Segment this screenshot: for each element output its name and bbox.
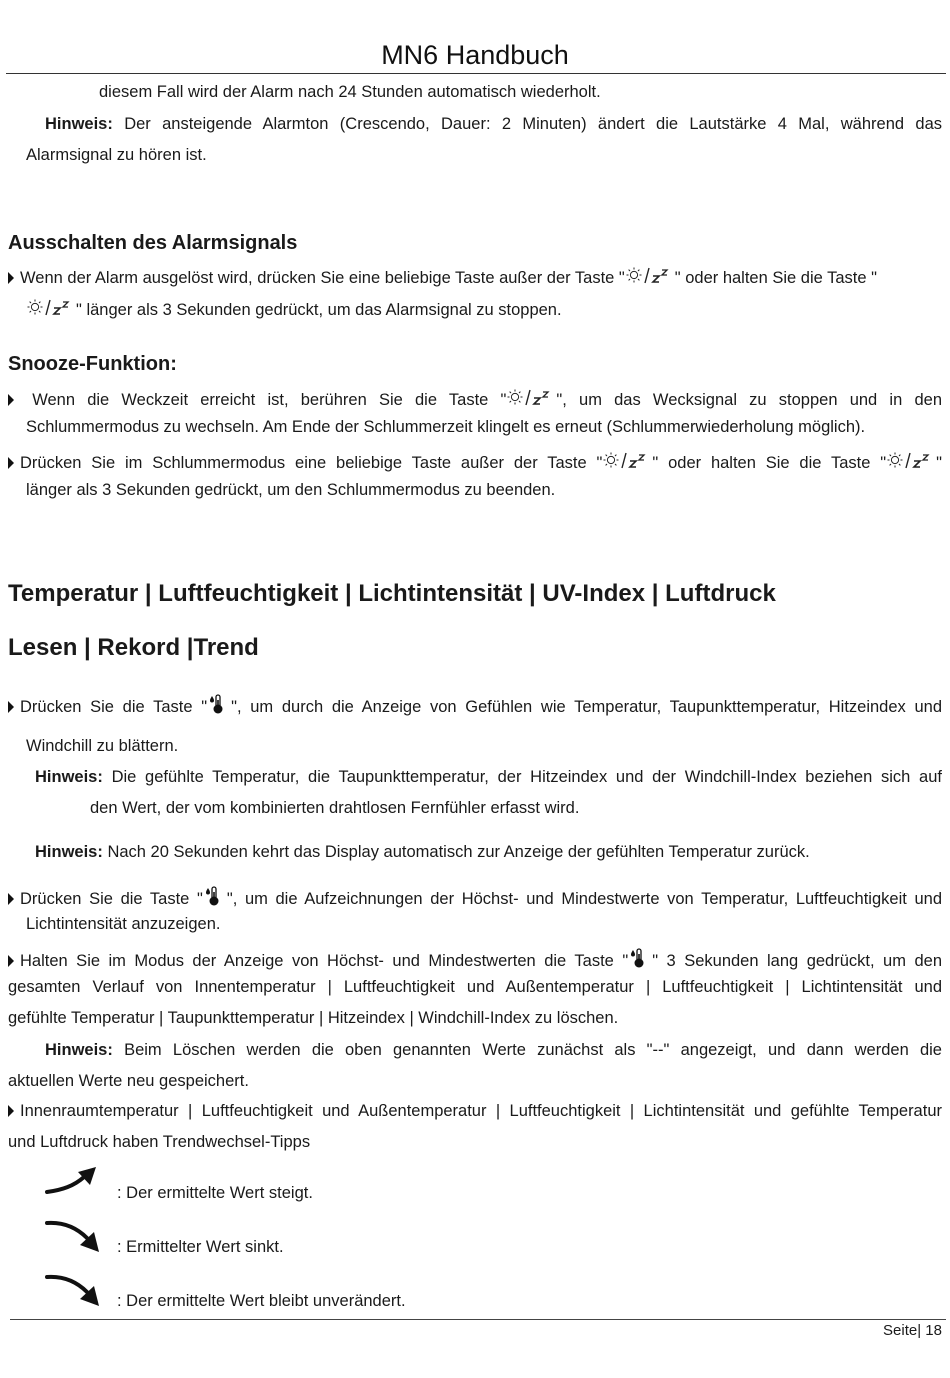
header-divider [6, 73, 946, 74]
section-subheading-read-record-trend: Lesen | Rekord |Trend [8, 634, 259, 661]
light-snooze-button-icon [625, 266, 675, 286]
alarm-off-bullet-line1: Wenn der Alarm ausgelöst wird, drücken Sie eine beliebige Taste außer der Taste " " oder halten Sie die Taste " [8, 266, 877, 288]
trend-up-icon [44, 1166, 100, 1200]
thermometer-button-icon [628, 947, 652, 969]
trend-down-text: : Ermittelter Wert sinkt. [117, 1238, 284, 1256]
intro-note-cont: Alarmsignal zu hören ist. [26, 146, 207, 164]
sensors-bullet2-line2: Lichtintensität anzuzeigen. [26, 915, 221, 933]
bullet-arrow-icon [8, 893, 14, 905]
sensors-bullet3-line1: Halten Sie im Modus der Anzeige von Höchst- und Mindestwerten die Taste " " 3 Sekunden lang gedrückt, um den [8, 947, 942, 971]
page-number: Seite| 18 [883, 1322, 942, 1339]
sensors-bullet3-line3: gefühlte Temperatur | Taupunkttemperatur | Hitzeindex | Windchill-Index zu löschen. [8, 1009, 619, 1027]
light-snooze-button-icon [602, 451, 652, 471]
intro-line: diesem Fall wird der Alarm nach 24 Stunden automatisch wiederholt. [99, 83, 601, 101]
alarm-off-bullet-line2: " länger als 3 Sekunden gedrückt, um das Alarmsignal zu stoppen. [26, 298, 562, 320]
thermometer-button-icon [203, 885, 227, 907]
snooze-bullet1-line1: Wenn die Weckzeit erreicht ist, berühren Sie die Taste " ", um das Wecksignal zu stoppen und in den [8, 388, 942, 410]
bullet-arrow-icon [8, 394, 14, 406]
sensors-note3-line1: Hinweis: Beim Löschen werden die oben genannten Werte zunächst als "--" angezeigt, und dann werden die [45, 1041, 942, 1059]
section-heading-alarm-off: Ausschalten des Alarmsignals [8, 232, 298, 254]
trend-steady-text: : Der ermittelte Wert bleibt unverändert. [117, 1292, 406, 1310]
thermometer-button-icon [207, 693, 231, 715]
sensors-bullet1-line2: Windchill zu blättern. [26, 737, 179, 755]
trend-steady-icon [44, 1273, 102, 1307]
bullet-arrow-icon [8, 1105, 14, 1117]
sensors-bullet4-line2: und Luftdruck haben Trendwechsel-Tipps [8, 1133, 311, 1151]
bullet-arrow-icon [8, 955, 14, 967]
light-snooze-button-icon [886, 451, 936, 471]
snooze-bullet2-line2: länger als 3 Sekunden gedrückt, um den Schlummermodus zu beenden. [26, 481, 556, 499]
intro-note [45, 114, 942, 134]
snooze-bullet1-line2: Schlummermodus zu wechseln. Am Ende der Schlummerzeit klingelt es erneut (Schlummerwiederholung möglich). [26, 418, 866, 436]
note-label: Hinweis: [45, 115, 113, 133]
snooze-bullet2-line1: Drücken Sie im Schlummermodus eine beliebige Taste außer der Taste " " oder halten Sie die Taste " " [8, 451, 942, 473]
sensors-note1-line1: Hinweis: Die gefühlte Temperatur, die Taupunkttemperatur, der Hitzeindex und der Windchill-Index beziehen sich auf [35, 768, 942, 786]
trend-up-text: : Der ermittelte Wert steigt. [117, 1184, 313, 1202]
section-heading-snooze: Snooze-Funktion: [8, 353, 177, 375]
bullet-arrow-icon [8, 457, 14, 469]
note-label: Hinweis: [35, 768, 103, 786]
sensors-note1-line2: den Wert, der vom kombinierten drahtlosen Fernfühler erfasst wird. [90, 799, 580, 817]
note-label: Hinweis: [35, 843, 103, 861]
sensors-bullet4-line1: Innenraumtemperatur | Luftfeuchtigkeit und Außentemperatur | Luftfeuchtigkeit | Lichtintensität und gefühlte Temperatur [8, 1101, 942, 1121]
section-heading-sensors: Temperatur | Luftfeuchtigkeit | Lichtintensität | UV-Index | Luftdruck [8, 580, 776, 607]
bullet-arrow-icon [8, 701, 14, 713]
sensors-bullet1-line1: Drücken Sie die Taste " ", um durch die Anzeige von Gefühlen wie Temperatur, Taupunkttemperatur, Hitzeindex und [8, 693, 942, 717]
light-snooze-button-icon [26, 298, 76, 318]
trend-down-icon [44, 1219, 102, 1253]
note-text: Der ansteigende Alarmton (Crescendo, Dauer: 2 Minuten) ändert die Lautstärke 4 Mal, während das [124, 115, 942, 133]
note-label: Hinweis: [45, 1041, 113, 1059]
footer-divider [10, 1319, 946, 1320]
sensors-bullet3-line2: gesamten Verlauf von Innentemperatur | Luftfeuchtigkeit und Außentemperatur | Luftfeuchtigkeit | Lichtintensität und [8, 978, 942, 996]
sensors-note3-line2: aktuellen Werte neu gespeichert. [8, 1072, 249, 1090]
sensors-note2: Hinweis: Nach 20 Sekunden kehrt das Display automatisch zur Anzeige der gefühlten Temperatur zurück. [35, 843, 810, 861]
page-header-title: MN6 Handbuch [381, 40, 569, 70]
bullet-arrow-icon [8, 272, 14, 284]
light-snooze-button-icon [506, 388, 556, 408]
sensors-bullet2-line1: Drücken Sie die Taste " ", um die Aufzeichnungen der Höchst- und Mindestwerte von Temperatur, Luftfeuchtigkeit und [8, 885, 942, 909]
